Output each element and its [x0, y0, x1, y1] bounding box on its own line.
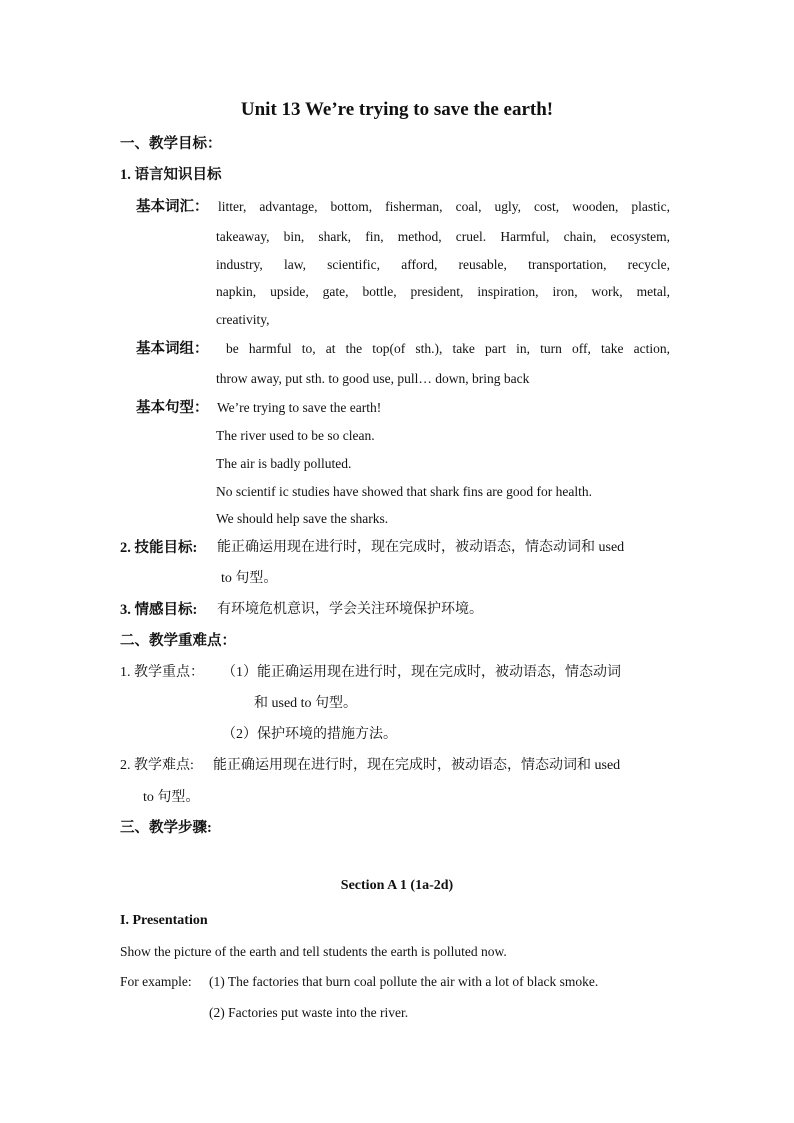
key-points-label: 1. 教学重点： — [120, 665, 204, 680]
phrases-label: 基本词组： — [136, 341, 209, 357]
sentence-2: The river used to be so clean. — [216, 428, 375, 443]
presentation-text: Show the picture of the earth and tell students the earth is polluted now. — [120, 944, 507, 959]
section-a-title: Section A 1 (1a-2d) — [340, 878, 454, 893]
emotion-objective-label: 3. 情感目标: — [120, 602, 198, 618]
sentence-3: The air is badly polluted. — [216, 456, 352, 471]
phrases-line-1: be harmful to, at the top(of sth.), take part in, turn off, take action, — [226, 341, 670, 356]
example-1: (1) The factories that burn coal pollute the air with a lot of black smoke. — [209, 974, 599, 989]
difficult-points-line-2: to 句型。 — [143, 790, 200, 805]
phrases-line-2: throw away, put sth. to good use, pull… down, bring back — [216, 371, 530, 386]
document-title: Unit 13 We’re trying to save the earth! — [240, 99, 554, 120]
vocab-line-5: creativity, — [216, 312, 270, 327]
presentation-heading: I. Presentation — [120, 913, 208, 928]
key-points-item-2: （2）保护环境的措施方法。 — [222, 727, 397, 742]
key-difficult-points-heading: 二、教学重难点： — [120, 633, 236, 649]
vocab-line-1: litter, advantage, bottom, fisherman, coal, ugly, cost, wooden, plastic, — [218, 199, 670, 214]
vocab-line-4: napkin, upside, gate, bottle, president, inspiration, iron, work, metal, — [216, 284, 670, 299]
sentences-label: 基本句型： — [136, 400, 209, 416]
sentence-1: We’re trying to save the earth! — [217, 400, 382, 415]
key-points-item-1-line-2: 和 used to 句型。 — [254, 696, 358, 711]
emotion-objective-text: 有环境危机意识，学会关注环境保护环境。 — [217, 602, 483, 617]
difficult-points-line-1: 能正确运用现在进行时，现在完成时，被动语态，情态动词和 used — [213, 758, 621, 773]
example-2: (2) Factories put waste into the river. — [209, 1005, 409, 1020]
vocab-line-2: takeaway, bin, shark, fin, method, cruel. Harmful, chain, ecosystem, — [216, 229, 670, 244]
teaching-steps-heading: 三、教学步骤: — [120, 820, 212, 836]
sentence-5: We should help save the sharks. — [216, 511, 389, 526]
example-label: For example: — [120, 974, 192, 989]
difficult-points-label: 2. 教学难点: — [120, 758, 194, 773]
skill-objective-line-1: 能正确运用现在进行时，现在完成时，被动语态，情态动词和 used — [217, 540, 625, 555]
key-points-item-1-line-1: （1）能正确运用现在进行时，现在完成时，被动语态，情态动词 — [222, 665, 621, 680]
skill-objective-line-2: to 句型。 — [221, 571, 278, 586]
teaching-objectives-heading: 一、教学目标： — [120, 136, 222, 152]
sentence-4: No scientif ic studies have showed that shark fins are good for health. — [216, 484, 593, 499]
skill-objective-label: 2. 技能目标: — [120, 540, 198, 556]
language-knowledge-heading: 1. 语言知识目标 — [120, 167, 222, 183]
vocab-line-3: industry, law, scientific, afford, reusable, transportation, recycle, — [216, 257, 670, 272]
vocab-label: 基本词汇： — [136, 199, 209, 215]
